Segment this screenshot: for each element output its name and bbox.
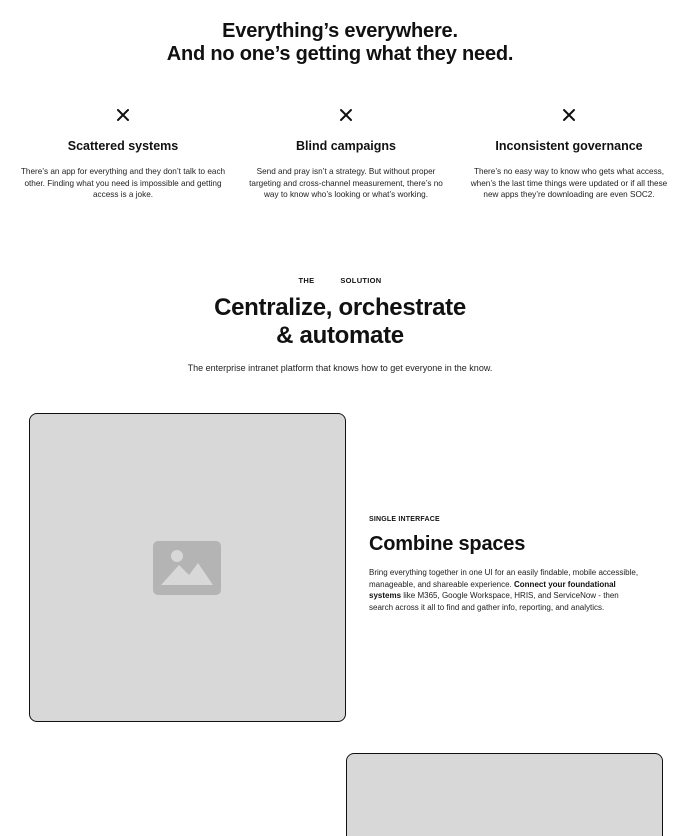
x-icon (562, 108, 576, 122)
problem-scattered-systems (18, 108, 228, 201)
problem-title: Scattered systems (67, 139, 179, 153)
feature-eyebrow: SINGLE INTERFACE (369, 516, 440, 523)
problem-title: Inconsistent governance (495, 139, 643, 153)
feature-image-placeholder-2 (346, 753, 663, 836)
feature-desc-bold: Connect your foundational systems (369, 579, 616, 601)
feature-title: Combine spaces (369, 533, 526, 555)
eyebrow-the: THE (298, 276, 315, 285)
eyebrow-solution: SOLUTION (340, 276, 382, 285)
problem-description: There’s an app for everything and they don’t talk to each other. Finding what you need is impossible and getting access is a joke. (20, 167, 226, 200)
x-icon (339, 108, 353, 122)
problem-title: Blind campaigns (295, 139, 397, 153)
solution-title-line1: Centralize, orchestrate (214, 294, 466, 321)
feature-description (369, 567, 641, 613)
problem-inconsistent-governance (464, 108, 674, 201)
x-icon (116, 108, 130, 122)
problem-blind-campaigns (241, 108, 451, 201)
problems-headline (0, 20, 680, 66)
solution-title (0, 294, 680, 350)
feature-desc-part2: like M365, Google Workspace, HRIS, and ServiceNow - then search across it all to find and gather info, reporting, and analytics. (369, 591, 619, 612)
solution-eyebrow (0, 276, 680, 285)
problems-headline-line1: Everything’s everywhere. (222, 20, 458, 42)
problems-headline-line2: And no one’s getting what they need. (166, 43, 514, 65)
solution-title-line2: & automate (276, 322, 404, 349)
feature-desc-part1: Bring everything together in one UI for an easily findable, mobile accessible, manageable, and shareable experience. (369, 568, 639, 589)
feature-combine-spaces (369, 515, 641, 613)
solution-subtitle: The enterprise intranet platform that knows how to get everyone in the know. (187, 363, 493, 373)
problem-description: Send and pray isn’t a strategy. But without proper targeting and cross-channel measurement, there’s no way to know who’s looking or what’s working. (249, 167, 443, 200)
image-placeholder-icon (153, 541, 221, 595)
feature-image-placeholder (29, 413, 346, 722)
problem-description: There’s no easy way to know who gets what access, when’s the last time things were updated or if all these new apps they’re downloading are even SOC2. (470, 167, 668, 200)
problems-list (18, 108, 674, 201)
